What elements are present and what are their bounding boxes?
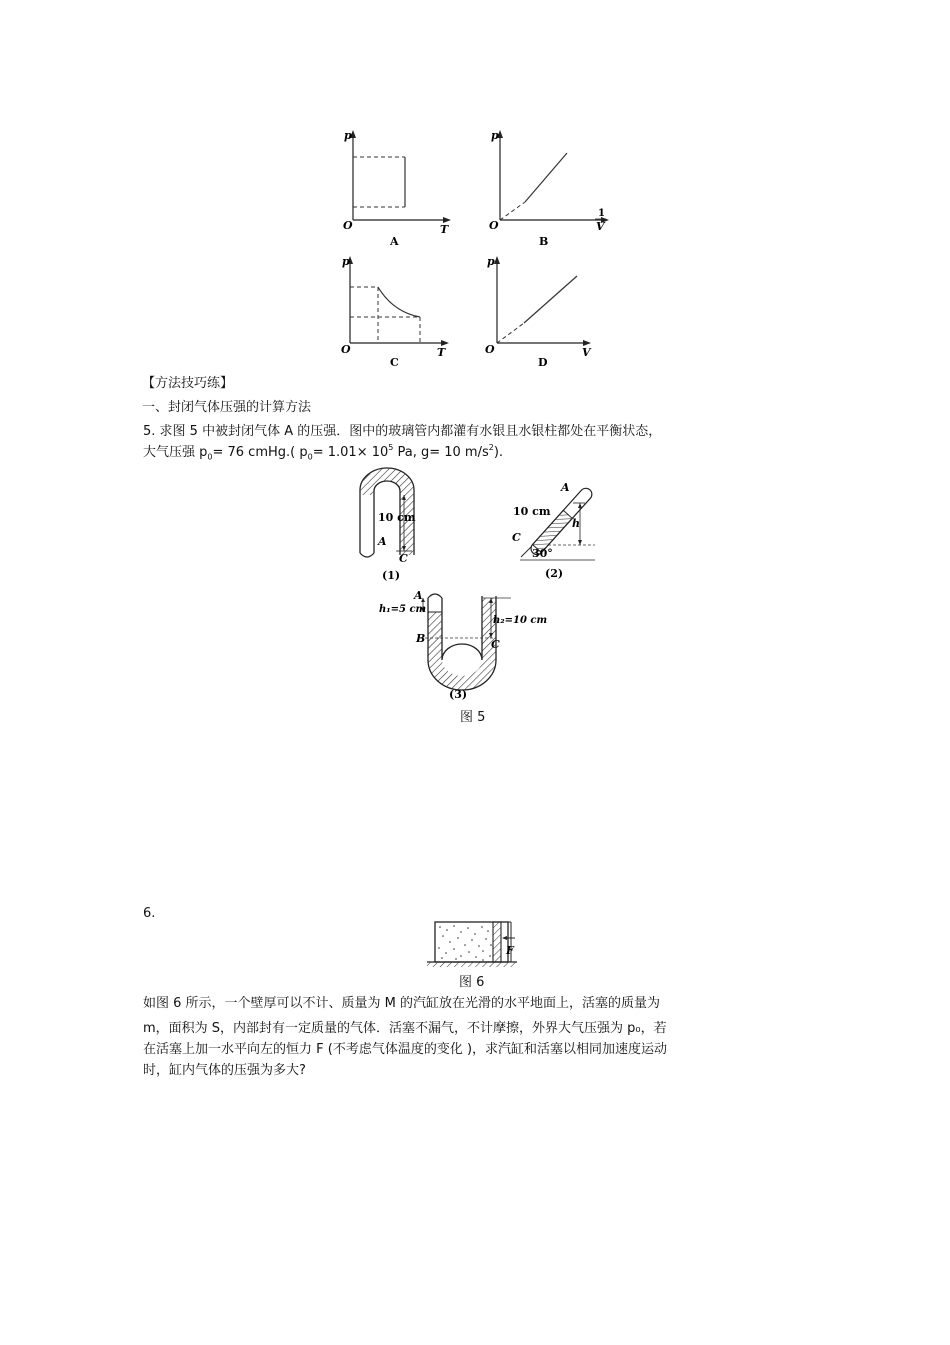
figure-5-diagram-2 [505,475,605,585]
question-6-line-2: m，面积为 S，内部封有一定质量的气体．活塞不漏气，不计摩擦，外界大气压强为 p₀，若 [143,1021,667,1036]
origin-label: O [489,219,499,232]
diagram-caption: (2) [545,567,564,580]
diagram-caption: (3) [449,688,468,701]
axis-label-p: p [487,255,495,268]
figure-6-caption: 图 6 [459,975,485,990]
axis-label-one: 1 [598,208,605,219]
axis-label-p: p [344,129,352,142]
point-label-b: B [416,632,426,645]
diagram-caption: (1) [382,569,401,582]
point-label-c: C [399,552,408,565]
point-label-c: C [491,638,500,651]
axis-label-p: p [491,129,499,142]
point-label-a: A [414,589,423,602]
figure-5-caption: 图 5 [460,710,486,725]
graph-label: A [390,235,399,248]
height-label-h: h [572,517,580,530]
gas-label-a: A [378,535,387,548]
question-6-line-3: 在活塞上加一水平向左的恒力 F (不考虑气体温度的变化 )，求汽缸和活塞以相同加速度运动 [143,1042,668,1057]
question-6-line-1: 如图 6 所示，一个壁厚可以不计、质量为 M 的汽缸放在光滑的水平地面上，活塞的质量为 [143,996,661,1011]
height-label-h2: h₂=10 cm [493,615,548,626]
height-label-h1: h₁=5 cm [379,604,427,615]
graph-d [482,250,607,372]
question-6-line-4: 时，缸内气体的压强为多大? [143,1063,306,1078]
origin-label: O [343,219,353,232]
origin-label: O [485,343,495,356]
figure-6-diagram [425,918,525,970]
figure-5-diagram-1 [350,465,440,585]
axis-label-T: T [440,223,449,236]
graph-label: D [538,356,548,369]
angle-label: 30° [532,547,553,560]
axis-label-T: T [437,346,446,359]
length-label: 10 cm [378,511,416,524]
point-label-c: C [512,531,521,544]
question-5-line-1: 5. 求图 5 中被封闭气体 A 的压强．图中的玻璃管内都灌有水银且水银柱都处在平衡状态， [143,424,662,439]
graph-label: C [390,356,399,369]
question-6-number: 6. [143,906,156,921]
axis-label-V: V [596,220,605,233]
graph-b [485,125,615,250]
subsection-title: 一、封闭气体压强的计算方法 [142,400,312,415]
question-5-line-2: 大气压强 $p_0= 76$ cmHg.( $p_0= 1.01\times 10^5$ Pa, g= 10 $m/s^2$). [143,443,504,462]
axis-label-V: V [582,346,591,359]
graph-c [335,250,460,372]
graph-label: B [539,235,549,248]
figure-5-diagram-3 [375,588,555,703]
section-header: 【方法技巧练】 [142,376,234,391]
length-label: 10 cm [513,505,551,518]
origin-label: O [341,343,351,356]
axis-label-p: p [342,255,350,268]
graph-a [335,125,460,250]
point-label-a: A [561,481,570,494]
force-label: F [506,944,514,957]
